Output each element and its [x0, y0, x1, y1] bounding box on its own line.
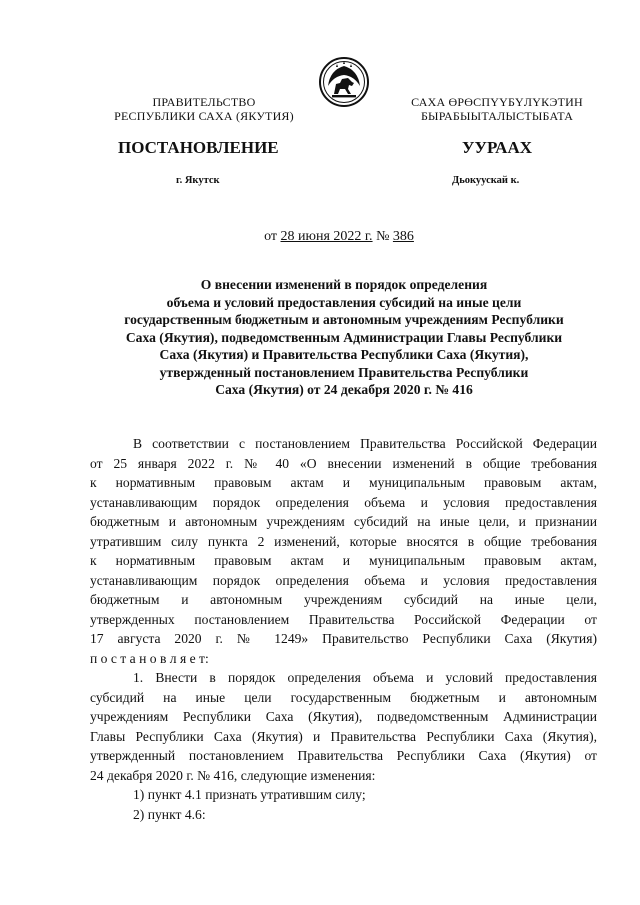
title-line: Саха (Якутия) от 24 декабря 2020 г. № 416 — [215, 382, 473, 397]
document-type-russian: ПОСТАНОВЛЕНИЕ — [118, 138, 279, 157]
preamble-paragraph — [90, 434, 597, 668]
title-line: утвержденный постановлением Правительства Республики — [159, 364, 529, 380]
document-date-number — [0, 229, 640, 245]
body-line: устанавливающим порядок определения объема и условия предоставления — [90, 494, 597, 510]
body-line: В соответствии с постановлением Правительства Российской Федерации — [133, 436, 597, 451]
title-line: Саха (Якутия), подведомственным Администрации Главы Республики — [125, 329, 563, 345]
body-line: субсидий на иные цели государственным бюджетным и автономным — [90, 689, 597, 705]
body-line: утратившим силу пункта 2 изменений, которые вносятся в общие требования — [90, 533, 597, 549]
body-line: утвержденных постановлением Правительства Российской Федерации от — [90, 611, 597, 627]
number-prefix: № — [372, 229, 393, 244]
subitem-2: 2) пункт 4.6: — [133, 806, 206, 822]
header-left-line: РЕСПУБЛИКИ САХА (ЯКУТИЯ) — [114, 109, 294, 123]
title-line: О внесении изменений в порядок определения — [200, 277, 488, 292]
item-1-paragraph — [90, 668, 597, 785]
body-line: 1. Внести в порядок определения объема и условий предоставления — [133, 670, 597, 685]
yakutia-coat-of-arms-icon — [318, 56, 370, 108]
date-prefix: от — [264, 229, 281, 244]
body-line: утвержденный постановлением Правительства Республики Саха (Якутия) от — [90, 748, 597, 763]
body-line: учреждениям Республики Саха (Якутия), подведомственным Администрации — [90, 709, 597, 724]
header-right-line: САХА ӨРӨСПҮҮБҮЛҮКЭТИН — [411, 95, 583, 109]
body-line: бюджетным и автономным учреждениям субсидий на иные цели, — [90, 592, 597, 607]
header-right-line: БЫРАБЫЫТАЛЫСТЫБАТА — [420, 109, 574, 123]
body-line: бюджетным и автономным учреждениям субсидий на иные цели, и признании — [90, 514, 597, 529]
resolves-word: п о с т а н о в л я е т: — [90, 650, 209, 666]
title-line: объема и условий предоставления субсидий на иные цели — [166, 294, 522, 310]
body-line: устанавливающим порядок определения объема и условия предоставления — [90, 572, 597, 588]
body-line: 24 декабря 2020 г. № 416, следующие изменения: — [90, 767, 376, 783]
body-line: к нормативным правовым актам и муниципальным правовым актам, — [90, 475, 597, 490]
subitem-1: 1) пункт 4.1 признать утратившим силу; — [133, 787, 366, 802]
title-line: Саха (Якутия) и Правительства Республики Саха (Якутия), — [159, 347, 529, 362]
government-name-russian — [104, 95, 304, 123]
city-russian: г. Якутск — [176, 175, 220, 186]
header-left-line: ПРАВИТЕЛЬСТВО — [152, 95, 256, 109]
body-line: к нормативным правовым актам и муниципальным правовым актам, — [90, 553, 597, 568]
title-line: государственным бюджетным и автономным учреждениям Республики — [124, 312, 564, 327]
government-name-yakut — [397, 95, 597, 123]
body-line: от 25 января 2022 г. № 40 «О внесении изменений в общие требования — [90, 455, 597, 471]
body-line: 17 августа 2020 г. № 1249» Правительство Республики Саха (Якутия) — [90, 631, 597, 646]
city-yakut: Дьокуускай к. — [452, 175, 520, 186]
document-number: 386 — [392, 229, 414, 244]
document-body — [90, 434, 597, 824]
body-line: Главы Республики Саха (Якутия) и Правительства Республики Саха (Якутия), — [90, 728, 597, 744]
document-title — [92, 276, 596, 399]
document-date: 28 июня 2022 г. — [280, 229, 373, 244]
document-type-yakut: УУРААХ — [462, 138, 532, 157]
